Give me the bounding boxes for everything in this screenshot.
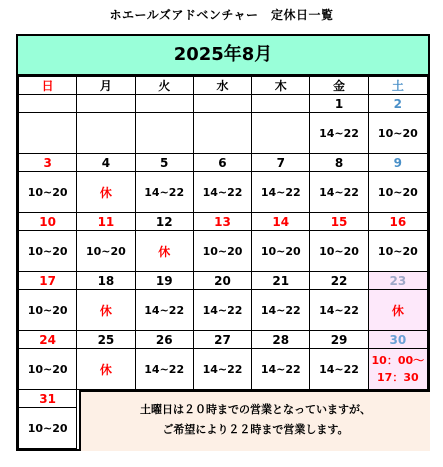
date-cell: 6	[193, 154, 251, 172]
date-cell: 2	[368, 95, 427, 113]
date-cell: 21	[252, 272, 310, 290]
date-cell: 12	[135, 213, 193, 231]
date-cell: 22	[310, 272, 368, 290]
date-cell: 19	[135, 272, 193, 290]
date-cell: 7	[252, 154, 310, 172]
date-cell: 17	[19, 272, 77, 290]
month-title: 2025年8月	[18, 36, 428, 76]
hours-cell	[19, 113, 77, 154]
closed-cell: 休	[77, 172, 135, 213]
special-hours-end: 17：30	[377, 371, 419, 384]
weekday-wed: 水	[193, 77, 251, 95]
page-title: ホエールズアドベンチャー 定休日一覧	[109, 8, 334, 22]
hours-cell: 10~20	[19, 290, 77, 331]
weekday-sat: 土	[368, 77, 427, 95]
date-cell: 20	[193, 272, 251, 290]
weekday-mon: 月	[77, 77, 135, 95]
hours-cell: 10~20	[77, 231, 135, 272]
hours-cell: 14~22	[252, 172, 310, 213]
hours-cell: 14~22	[193, 172, 251, 213]
hours-cell	[252, 113, 310, 154]
hours-cell: 10~20	[252, 231, 310, 272]
weekday-sun: 日	[19, 77, 77, 95]
weekday-tue: 火	[135, 77, 193, 95]
week-1-dates	[19, 95, 428, 113]
weekday-fri: 金	[310, 77, 368, 95]
hours-cell: 10~20	[193, 231, 251, 272]
hours-cell: 14~22	[135, 172, 193, 213]
notice-box	[79, 390, 430, 451]
hours-cell: 14~22	[310, 290, 368, 331]
date-cell: 10	[19, 213, 77, 231]
date-cell	[77, 95, 135, 113]
week-2-hours	[19, 172, 428, 213]
date-cell: 5	[135, 154, 193, 172]
date-cell: 27	[193, 331, 251, 349]
hours-cell: 14~22	[310, 113, 368, 154]
hours-cell: 14~22	[135, 290, 193, 331]
date-cell	[135, 95, 193, 113]
date-cell: 3	[19, 154, 77, 172]
date-cell: 11	[77, 213, 135, 231]
hours-cell: 10~20	[310, 231, 368, 272]
hours-cell: 14~22	[135, 349, 193, 390]
date-cell: 1	[310, 95, 368, 113]
date-cell: 14	[252, 213, 310, 231]
date-cell: 13	[193, 213, 251, 231]
date-cell: 16	[368, 213, 427, 231]
hours-cell: 10~20	[368, 172, 427, 213]
hours-cell: 10~20	[19, 172, 77, 213]
week-4-dates	[19, 272, 428, 290]
date-cell: 31	[19, 390, 77, 408]
closed-cell: 休	[77, 349, 135, 390]
hours-cell: 10~20	[19, 349, 77, 390]
date-cell: 29	[310, 331, 368, 349]
date-cell: 15	[310, 213, 368, 231]
date-cell: 25	[77, 331, 135, 349]
date-cell-highlight: 23	[368, 272, 427, 290]
hours-cell	[77, 113, 135, 154]
date-cell: 9	[368, 154, 427, 172]
hours-cell: 14~22	[193, 290, 251, 331]
weekday-thu: 木	[252, 77, 310, 95]
date-cell: 24	[19, 331, 77, 349]
date-cell: 4	[77, 154, 135, 172]
hours-cell: 10~20	[19, 408, 77, 449]
week-4-hours	[19, 290, 428, 331]
closed-cell: 休	[368, 290, 427, 331]
hours-cell	[193, 113, 251, 154]
special-hours-cell	[368, 349, 427, 390]
week-2-dates	[19, 154, 428, 172]
special-hours-start: 10：00～	[371, 354, 425, 367]
date-cell: 28	[252, 331, 310, 349]
date-cell-highlight: 30	[368, 331, 427, 349]
weekday-header-row	[19, 77, 428, 95]
hours-cell	[135, 113, 193, 154]
hours-cell: 14~22	[193, 349, 251, 390]
week-5-dates	[19, 331, 428, 349]
hours-cell: 14~22	[310, 349, 368, 390]
hours-cell: 14~22	[310, 172, 368, 213]
date-cell: 8	[310, 154, 368, 172]
week-3-hours	[19, 231, 428, 272]
hours-cell: 10~20	[368, 231, 427, 272]
hours-cell: 10~20	[19, 231, 77, 272]
closed-cell: 休	[77, 290, 135, 331]
date-cell	[252, 95, 310, 113]
calendar	[16, 34, 430, 451]
hours-cell: 14~22	[252, 290, 310, 331]
closed-cell: 休	[135, 231, 193, 272]
week-5-hours	[19, 349, 428, 390]
hours-cell: 14~22	[252, 349, 310, 390]
hours-cell: 10~20	[368, 113, 427, 154]
week-1-hours	[19, 113, 428, 154]
date-cell	[193, 95, 251, 113]
date-cell: 18	[77, 272, 135, 290]
notice-line-1: 土曜日は２０時までの営業となっていますが、	[140, 403, 371, 416]
week-3-dates	[19, 213, 428, 231]
date-cell	[19, 95, 77, 113]
date-cell: 26	[135, 331, 193, 349]
notice-line-2: ご希望により２２時まで営業します。	[162, 423, 349, 436]
